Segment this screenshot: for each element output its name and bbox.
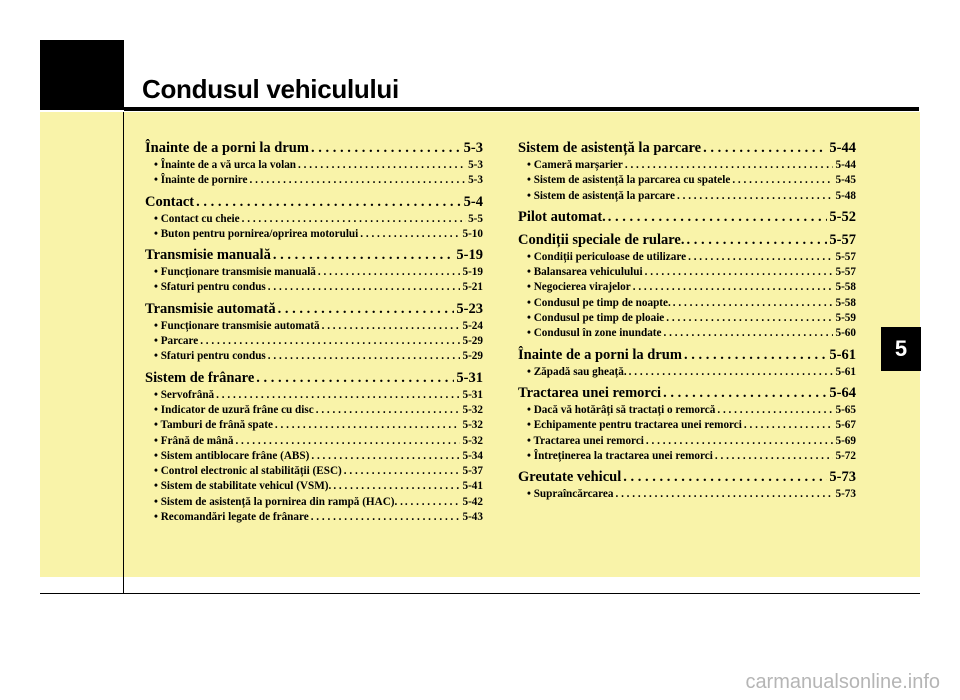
chapter-title: Condusul vehiculului (142, 74, 399, 104)
toc-leader-dots (717, 403, 833, 418)
toc-subsection-entry[interactable] (145, 449, 483, 464)
toc-page-number: 5-21 (462, 281, 483, 294)
toc-page-number: 5-57 (835, 266, 856, 279)
toc-entry-label: • Sistem de asistență la parcarea cu spatele (527, 174, 731, 187)
toc-leader-dots (311, 449, 460, 464)
panel-divider (123, 112, 124, 594)
toc-entry-label: • Frână de mână (154, 434, 234, 447)
toc-entry-label: • Balansarea vehiculului (527, 266, 643, 279)
toc-leader-dots (322, 319, 461, 334)
toc-entry-label: Sistem de asistență la parcare (518, 140, 702, 156)
toc-subsection-entry[interactable] (145, 265, 483, 280)
toc-entry-label: Greutate vehicul (518, 469, 622, 486)
toc-leader-dots (715, 449, 834, 464)
toc-subsection-entry[interactable] (145, 464, 483, 479)
toc-page-number: 5-58 (835, 296, 856, 309)
toc-page-number: 5-29 (462, 350, 483, 363)
toc-section-entry[interactable] (145, 245, 483, 265)
toc-page-number: 5-31 (456, 369, 483, 386)
toc-subsection-entry[interactable] (518, 418, 856, 433)
toc-leader-dots (216, 388, 460, 403)
toc-subsection-entry[interactable] (145, 173, 483, 188)
toc-leader-dots (235, 434, 460, 449)
toc-entry-label: • Condusul pe timp de noapte. (527, 296, 671, 309)
toc-leader-dots (664, 326, 834, 341)
toc-entry-label: Sistem de frânare (145, 369, 255, 386)
toc-subsection-entry[interactable] (518, 158, 856, 173)
toc-page-number: 5-73 (835, 488, 856, 501)
toc-leader-dots (298, 158, 466, 173)
toc-page-number: 5-3 (463, 140, 483, 156)
toc-entry-label: Contact (145, 193, 195, 210)
toc-page-number: 5-19 (456, 247, 483, 264)
toc-leader-dots (673, 296, 834, 311)
toc-entry-label: • Sistem de asistență la pornirea din rampă (HAC). . (154, 495, 403, 508)
toc-entry-label: • Condiții periculoase de utilizare (527, 250, 687, 263)
toc-page-number: 5-64 (829, 384, 856, 401)
toc-leader-dots (275, 418, 461, 433)
toc-page-number: 5-24 (462, 319, 483, 332)
toc-subsection-entry[interactable] (518, 265, 856, 280)
toc-subsection-entry[interactable] (145, 403, 483, 418)
toc-entry-label: • Înainte de a vă urca la volan (154, 159, 297, 171)
toc-entry-label: • Tamburi de frână spate (154, 419, 273, 432)
toc-page-number: 5-61 (835, 365, 856, 378)
toc-leader-dots (405, 495, 461, 510)
toc-entry-label: • Recomandări legate de frânare (154, 511, 309, 524)
toc-leader-dots (273, 245, 455, 265)
toc-leader-dots (686, 230, 827, 250)
toc-page-number: 5-37 (462, 465, 483, 478)
toc-leader-dots (196, 192, 462, 212)
toc-entry-label: • Sfaturi pentru condus (154, 350, 266, 363)
toc-subsection-entry[interactable] (518, 280, 856, 295)
toc-entry-label: • Funcționare transmisie manuală (154, 266, 316, 279)
toc-leader-dots (344, 464, 461, 479)
toc-page-number: 5-60 (835, 327, 856, 340)
toc-page-number: 5-10 (462, 227, 483, 240)
toc-page-number: 5-34 (462, 449, 483, 462)
toc-page-number: 5-72 (835, 449, 856, 462)
toc-entry-label: • Sistem de asistență la parcare (527, 189, 675, 202)
toc-leader-dots (256, 368, 454, 388)
toc-section-entry[interactable] (518, 383, 856, 403)
toc-subsection-entry[interactable] (518, 434, 856, 449)
title-rule (124, 107, 919, 111)
toc-leader-dots (688, 250, 833, 265)
toc-page-number: 5-3 (468, 159, 483, 171)
toc-leader-dots (318, 265, 461, 280)
toc-entry-label: • Parcare (154, 335, 199, 348)
toc-subsection-entry[interactable] (518, 365, 856, 380)
toc-leader-dots (268, 349, 461, 364)
toc-entry-label: • Buton pentru pornirea/oprirea motorului (154, 227, 359, 240)
toc-entry-label: Tractarea unei remorci (518, 384, 662, 401)
toc-page-number: 5-19 (462, 266, 483, 279)
toc-section-entry[interactable] (145, 368, 483, 388)
toc-subsection-entry[interactable] (145, 280, 483, 295)
toc-entry-label: • Tractarea unei remorci (527, 434, 644, 447)
toc-subsection-entry[interactable] (145, 434, 483, 449)
toc-entry-label: • Servofrână (154, 388, 215, 401)
chapter-header-block (40, 40, 124, 110)
toc-section-entry[interactable] (145, 138, 483, 158)
toc-leader-dots (360, 227, 460, 242)
toc-leader-dots (311, 138, 462, 158)
toc-entry-label: • Sistem de stabilitate vehicul (VSM). (154, 480, 332, 493)
toc-leader-dots (732, 173, 833, 188)
chapter-tab[interactable]: 5 (881, 327, 921, 371)
toc-leader-dots (645, 265, 834, 280)
toc-entry-label: • Funcționare transmisie automată (154, 319, 320, 332)
toc-subsection-entry[interactable] (145, 349, 483, 364)
toc-leader-dots (684, 345, 827, 365)
toc-entry-label: Transmisie manuală (145, 247, 271, 264)
toc-leader-dots (200, 334, 460, 349)
toc-leader-dots (250, 173, 467, 188)
toc-page-number: 5-52 (829, 208, 856, 225)
toc-entry-label: • Sistem antiblocare frâne (ABS) (154, 449, 310, 462)
toc-leader-dots (663, 383, 827, 403)
toc-leader-dots (629, 365, 834, 380)
toc-entry-label: • Echipamente pentru tractarea unei remorci (527, 419, 742, 432)
toc-leader-dots (677, 189, 833, 204)
toc-leader-dots (623, 467, 827, 487)
bottom-rule (40, 593, 920, 594)
toc-entry-label: Înainte de a porni la drum (518, 346, 682, 363)
toc-page-number: 5-48 (835, 189, 856, 202)
toc-page-number: 5-57 (829, 231, 856, 248)
toc-page-number: 5-67 (835, 419, 856, 432)
toc-page-number: 5-43 (462, 511, 483, 524)
toc-subsection-entry[interactable] (145, 418, 483, 433)
toc-entry-label: • Cameră marșarier (527, 159, 623, 171)
toc-page-number: 5-23 (456, 300, 483, 317)
toc-entry-label: Pilot automat. (518, 208, 606, 225)
toc-page-number: 5-44 (835, 159, 856, 171)
toc-page-number: 5-69 (835, 434, 856, 447)
toc-subsection-entry[interactable] (145, 495, 483, 510)
toc-subsection-entry[interactable] (145, 388, 483, 403)
toc-entry-label: Înainte de a porni la drum (145, 140, 309, 156)
toc-leader-dots (625, 158, 834, 173)
toc-subsection-entry[interactable] (518, 403, 856, 418)
toc-entry-label: • Zăpadă sau gheață. (527, 365, 627, 378)
toc-page-number: 5-3 (468, 174, 483, 187)
toc-entry-label: • Negocierea virajelor (527, 281, 631, 294)
toc-leader-dots (608, 207, 828, 227)
toc-entry-label: • Dacă vă hotărâți să tractați o remorcă (527, 403, 716, 416)
toc-page-number: 5-32 (462, 403, 483, 416)
toc-page-number: 5-58 (835, 281, 856, 294)
toc-subsection-entry[interactable] (145, 479, 483, 494)
toc-entry-label: • Control electronic al stabilității (ESC) (154, 465, 342, 478)
toc-entry-label: Transmisie automată (145, 300, 276, 317)
toc-page-number: 5-73 (829, 469, 856, 486)
toc-entry-label: • Înainte de pornire (154, 174, 248, 187)
toc-subsection-entry[interactable] (518, 326, 856, 341)
toc-leader-dots (311, 510, 461, 525)
toc-leader-dots (333, 479, 460, 494)
toc-entry-label: • Indicator de uzură frâne cu disc (154, 403, 314, 416)
toc-entry-label: • Condusul în zone inundate (527, 327, 662, 340)
toc-subsection-entry[interactable] (145, 510, 483, 525)
toc-subsection-entry[interactable] (518, 449, 856, 464)
toc-subsection-entry[interactable] (145, 334, 483, 349)
toc-subsection-entry[interactable] (145, 158, 483, 173)
toc-subsection-entry[interactable] (145, 227, 483, 242)
toc-subsection-entry[interactable] (518, 250, 856, 265)
toc-section-entry[interactable] (145, 192, 483, 212)
toc-leader-dots (615, 487, 833, 502)
toc-subsection-entry[interactable] (518, 173, 856, 188)
toc-page-number: 5-32 (462, 434, 483, 447)
toc-page-number: 5-41 (462, 480, 483, 493)
toc-subsection-entry[interactable] (518, 311, 856, 326)
toc-page-number: 5-59 (835, 312, 856, 325)
toc-leader-dots (666, 311, 833, 326)
toc-section-entry[interactable] (518, 207, 856, 227)
toc-page-number: 5-32 (462, 419, 483, 432)
toc-subsection-entry[interactable] (145, 212, 483, 227)
toc-section-entry[interactable] (518, 467, 856, 487)
toc-section-entry[interactable] (518, 345, 856, 365)
toc-leader-dots (744, 418, 834, 433)
toc-subsection-entry[interactable] (145, 319, 483, 334)
toc-entry-label: • Supraîncărcarea (527, 488, 614, 501)
toc-section-entry[interactable] (145, 299, 483, 319)
toc-entry-label: Condiții speciale de rulare. (518, 231, 685, 248)
watermark: carmanualsonline.info (745, 671, 940, 693)
toc-page-number: 5-4 (463, 193, 483, 210)
toc-page-number: 5-5 (468, 212, 483, 225)
toc-leader-dots (242, 212, 466, 227)
toc-page-number: 5-44 (829, 140, 856, 156)
toc-page-number: 5-31 (462, 388, 483, 401)
toc-leader-dots (278, 299, 455, 319)
toc-subsection-entry[interactable] (518, 487, 856, 502)
toc-page-number: 5-45 (835, 174, 856, 187)
toc-left-column (145, 135, 483, 525)
toc-leader-dots (646, 434, 834, 449)
toc-entry-label: • Întreținerea la tractarea unei remorci (527, 449, 713, 462)
toc-entry-label: • Sfaturi pentru condus (154, 281, 266, 294)
toc-right-column (518, 135, 856, 502)
toc-leader-dots (316, 403, 461, 418)
toc-subsection-entry[interactable] (518, 189, 856, 204)
toc-entry-label: • Condusul pe timp de ploaie (527, 312, 665, 325)
toc-leader-dots (633, 280, 834, 295)
toc-leader-dots (268, 280, 461, 295)
toc-entry-label: • Contact cu cheie (154, 212, 240, 225)
toc-page-number: 5-42 (462, 495, 483, 508)
toc-section-entry[interactable] (518, 138, 856, 158)
toc-page-number: 5-57 (835, 250, 856, 263)
toc-section-entry[interactable] (518, 230, 856, 250)
toc-page-number: 5-65 (835, 403, 856, 416)
toc-subsection-entry[interactable] (518, 296, 856, 311)
toc-page-number: 5-61 (829, 346, 856, 363)
toc-leader-dots (703, 138, 827, 158)
toc-page-number: 5-29 (462, 335, 483, 348)
